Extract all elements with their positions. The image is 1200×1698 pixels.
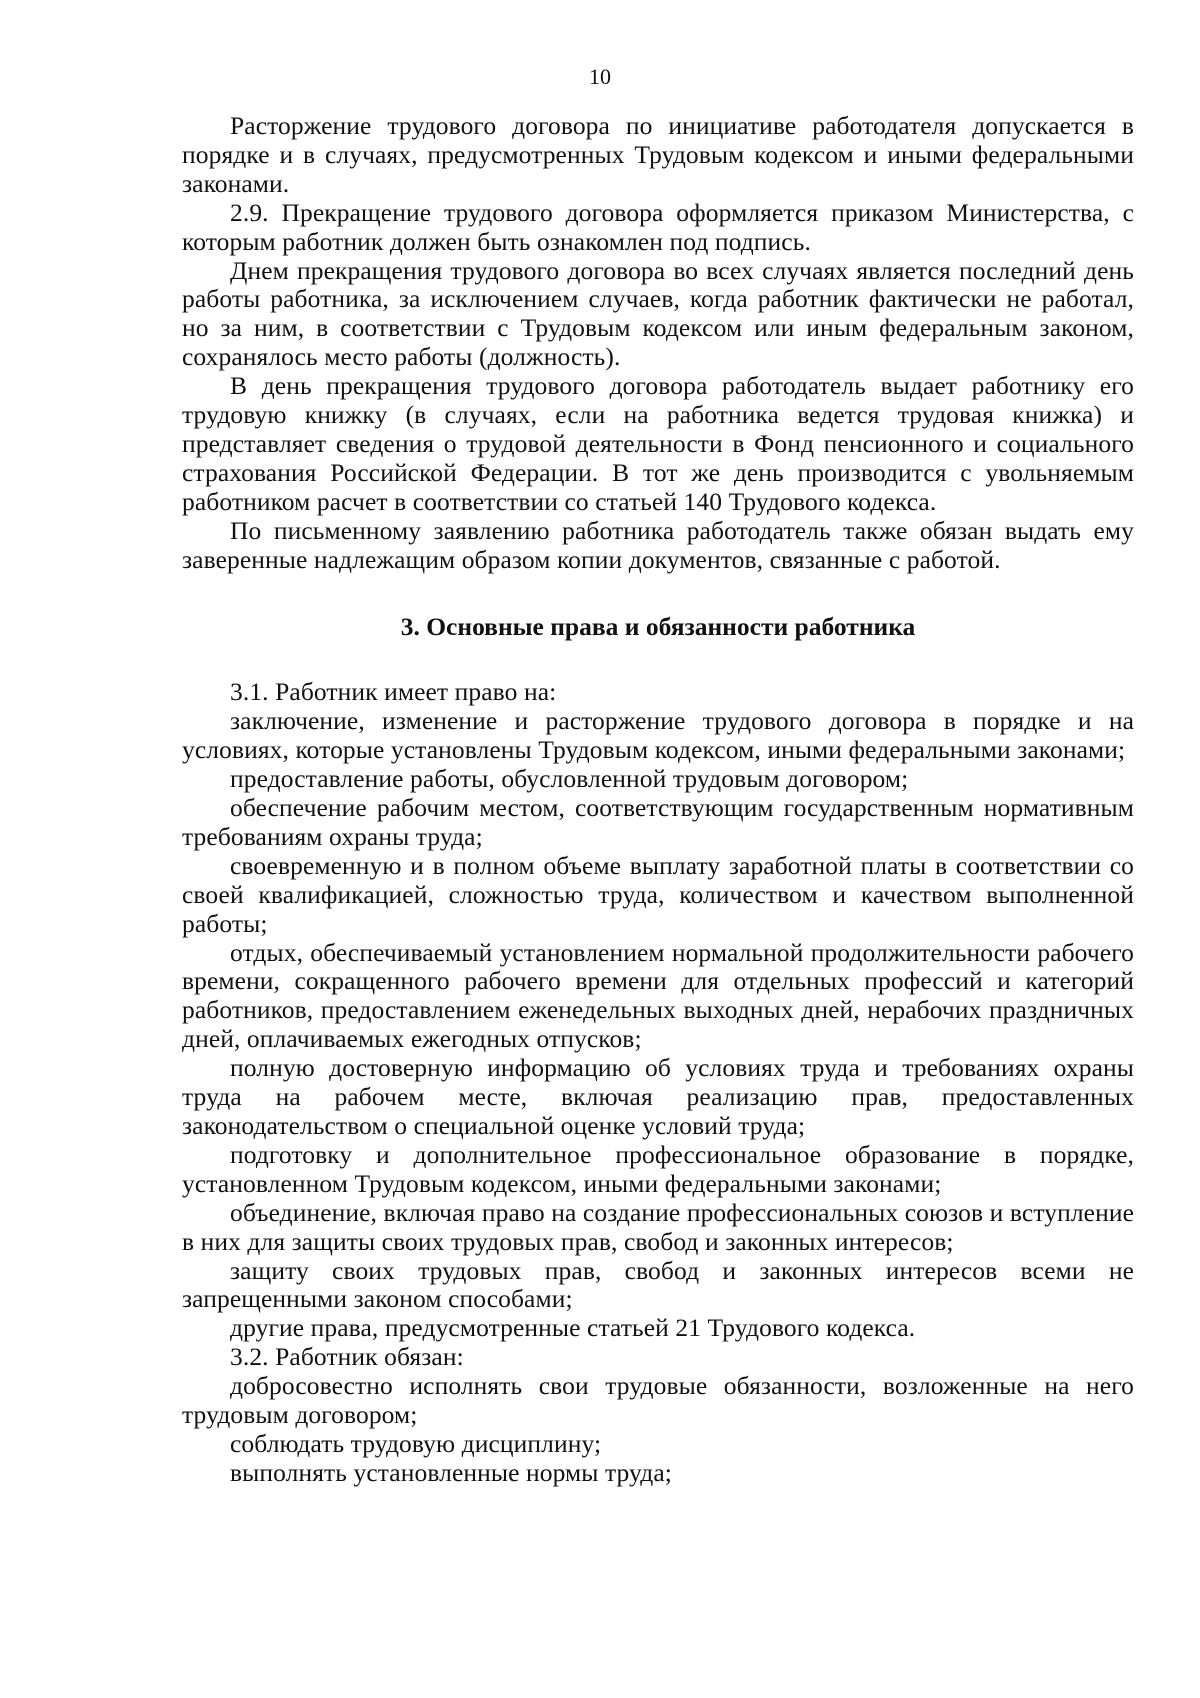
paragraph-document-copies: По письменному заявлению работника работодатель также обязан выдать ему заверенные надлежащим образом копии документов, связанные с работой. bbox=[182, 515, 1134, 574]
paragraph-termination-day: Днем прекращения трудового договора во всех случаях является последний день работы работника, за исключением случаев, когда работник фактически не работал, но за ним, в соответствии с Трудовым кодексом или иным федеральным законом, сохранялось место работы (должность). bbox=[182, 255, 1134, 372]
list-item: отдых, обеспечиваемый установлением нормальной продолжительности рабочего времени, сокращенного рабочего времени для отдельных профессий и категорий работников, предоставлением еженедельных выходных дней, нерабочих праздничных дней, оплачиваемых ежегодных отпусков; bbox=[182, 937, 1134, 1054]
paragraph-3-1: 3.1. Работник имеет право на: bbox=[230, 677, 557, 707]
list-item: подготовку и дополнительное профессиональное образование в порядке, установленном Трудовым кодексом, иными федеральными законами; bbox=[182, 1139, 1134, 1198]
list-item: соблюдать трудовую дисциплину; bbox=[230, 1428, 602, 1458]
list-item: выполнять установленные нормы труда; bbox=[230, 1457, 672, 1487]
list-item: другие права, предусмотренные статьей 21 Трудового кодекса. bbox=[230, 1313, 916, 1343]
paragraph-work-book: В день прекращения трудового договора работодатель выдает работнику его трудовую книжку (в случаях, если на работника ведется трудовая книжка) и представляет сведения о трудовой деятельности в Фонд пенсионного и социального страхования Российской Федерации. В тот же день производится с увольняемым работником расчет в соответствии со статьей 140 Трудового кодекса. bbox=[182, 371, 1134, 516]
section-heading-3: 3. Основные права и обязанности работника bbox=[400, 611, 916, 641]
list-item: защиту своих трудовых прав, свобод и законных интересов всеми не запрещенными законом способами; bbox=[182, 1255, 1134, 1314]
list-item: полную достоверную информацию об условиях труда и требованиях охраны труда на рабочем месте, включая реализацию прав, предоставленных законодательством о специальной оценке условий труда; bbox=[182, 1053, 1134, 1140]
list-item: добросовестно исполнять свои трудовые обязанности, возложенные на него трудовым договором; bbox=[182, 1371, 1134, 1430]
paragraph-termination-initiative: Расторжение трудового договора по инициативе работодателя допускается в порядке и в случаях, предусмотренных Трудовым кодексом и иными федеральными законами. bbox=[182, 111, 1134, 198]
paragraph-3-2: 3.2. Работник обязан: bbox=[230, 1342, 464, 1372]
paragraph-2-9: 2.9. Прекращение трудового договора оформляется приказом Министерства, с которым работник должен быть ознакомлен под подпись. bbox=[182, 197, 1134, 256]
list-item: обеспечение рабочим местом, соответствующим государственным нормативным требованиям охраны труда; bbox=[182, 793, 1134, 851]
list-item: своевременную и в полном объеме выплату заработной платы в соответствии со своей квалификацией, сложностью труда, количеством и качеством выполненной работы; bbox=[182, 850, 1134, 938]
document-body bbox=[182, 112, 1134, 1488]
list-item: объединение, включая право на создание профессиональных союзов и вступление в них для защиты своих трудовых прав, свобод и законных интересов; bbox=[182, 1197, 1134, 1256]
list-item: предоставление работы, обусловленной трудовым договором; bbox=[230, 764, 909, 794]
page-number: 10 bbox=[589, 64, 611, 89]
list-item: заключение, изменение и расторжение трудового договора в порядке и на условиях, которые установлены Трудовым кодексом, иными федеральными законами; bbox=[182, 706, 1134, 765]
